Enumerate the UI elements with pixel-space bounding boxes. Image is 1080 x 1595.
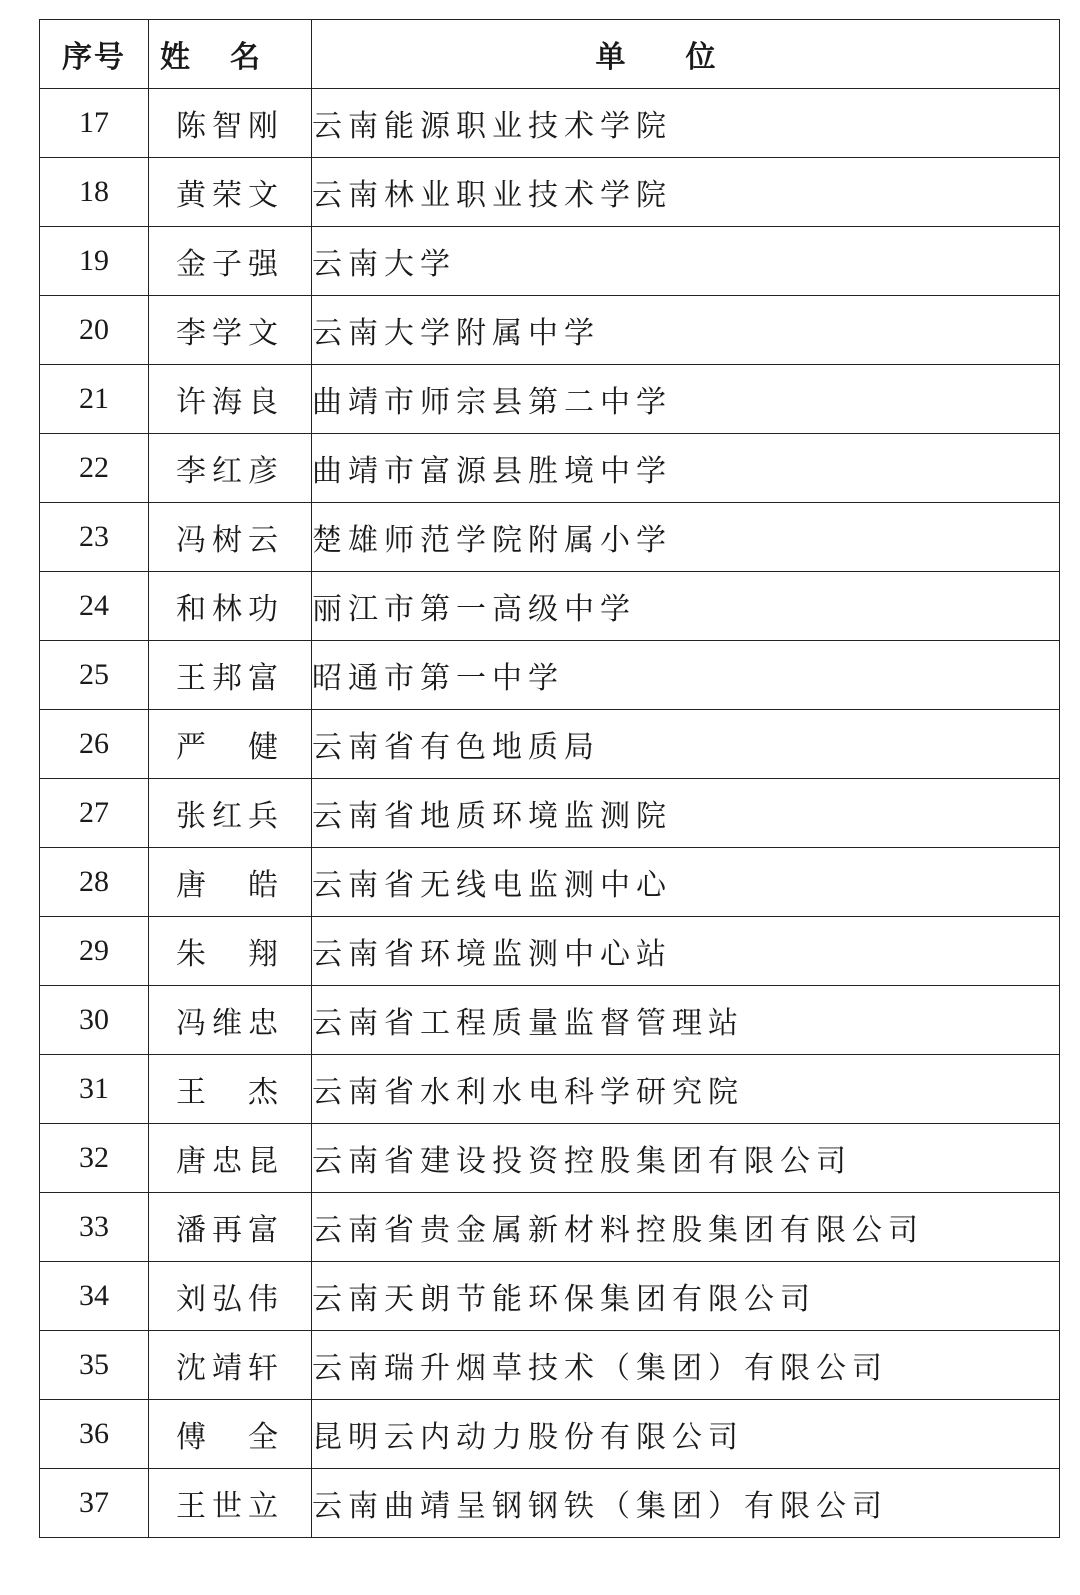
- name-cell: 李红彦: [149, 434, 312, 503]
- unit-cell: 曲靖市富源县胜境中学: [312, 434, 1060, 503]
- seq-cell: 24: [40, 572, 149, 641]
- seq-cell: 29: [40, 917, 149, 986]
- unit-cell: 云南省有色地质局: [312, 710, 1060, 779]
- table-row: [40, 1055, 1060, 1124]
- table-row: [40, 710, 1060, 779]
- name-cell: 王世立: [149, 1469, 312, 1538]
- name-cell: 冯维忠: [149, 986, 312, 1055]
- unit-cell: 昆明云内动力股份有限公司: [312, 1400, 1060, 1469]
- name-cell: 许海良: [149, 365, 312, 434]
- seq-cell: 18: [40, 158, 149, 227]
- name-cell: 朱 翔: [149, 917, 312, 986]
- unit-cell: 云南天朗节能环保集团有限公司: [312, 1262, 1060, 1331]
- name-cell: 王 杰: [149, 1055, 312, 1124]
- header-unit: 单位: [312, 20, 1060, 89]
- table-row: [40, 503, 1060, 572]
- name-cell: 李学文: [149, 296, 312, 365]
- table-row: [40, 641, 1060, 710]
- unit-cell: 云南省无线电监测中心: [312, 848, 1060, 917]
- name-cell: 冯树云: [149, 503, 312, 572]
- unit-cell: 楚雄师范学院附属小学: [312, 503, 1060, 572]
- seq-cell: 27: [40, 779, 149, 848]
- table-row: [40, 1193, 1060, 1262]
- seq-cell: 28: [40, 848, 149, 917]
- seq-cell: 21: [40, 365, 149, 434]
- seq-cell: 22: [40, 434, 149, 503]
- name-cell: 金子强: [149, 227, 312, 296]
- name-cell: 傅 全: [149, 1400, 312, 1469]
- seq-cell: 25: [40, 641, 149, 710]
- unit-cell: 云南大学附属中学: [312, 296, 1060, 365]
- name-cell: 黄荣文: [149, 158, 312, 227]
- seq-cell: 32: [40, 1124, 149, 1193]
- name-cell: 严 健: [149, 710, 312, 779]
- header-seq: 序号: [40, 20, 149, 89]
- table-row: [40, 986, 1060, 1055]
- header-name: 姓名: [149, 20, 312, 89]
- table-row: [40, 1124, 1060, 1193]
- unit-cell: 云南省水利水电科学研究院: [312, 1055, 1060, 1124]
- table-row: [40, 227, 1060, 296]
- seq-cell: 30: [40, 986, 149, 1055]
- unit-cell: 云南省建设投资控股集团有限公司: [312, 1124, 1060, 1193]
- name-cell: 陈智刚: [149, 89, 312, 158]
- seq-cell: 37: [40, 1469, 149, 1538]
- name-cell: 潘再富: [149, 1193, 312, 1262]
- unit-cell: 昭通市第一中学: [312, 641, 1060, 710]
- seq-cell: 26: [40, 710, 149, 779]
- unit-cell: 云南省地质环境监测院: [312, 779, 1060, 848]
- unit-cell: 云南林业职业技术学院: [312, 158, 1060, 227]
- name-cell: 唐忠昆: [149, 1124, 312, 1193]
- name-cell: 唐 皓: [149, 848, 312, 917]
- seq-cell: 20: [40, 296, 149, 365]
- unit-cell: 云南省环境监测中心站: [312, 917, 1060, 986]
- unit-cell: 云南瑞升烟草技术（集团）有限公司: [312, 1331, 1060, 1400]
- unit-cell: 曲靖市师宗县第二中学: [312, 365, 1060, 434]
- seq-cell: 17: [40, 89, 149, 158]
- unit-cell: 云南能源职业技术学院: [312, 89, 1060, 158]
- seq-cell: 23: [40, 503, 149, 572]
- name-cell: 和林功: [149, 572, 312, 641]
- header-row: [40, 20, 1060, 89]
- table-header: [40, 20, 1060, 89]
- table-row: [40, 296, 1060, 365]
- unit-cell: 云南大学: [312, 227, 1060, 296]
- seq-cell: 35: [40, 1331, 149, 1400]
- table-row: [40, 1469, 1060, 1538]
- table-row: [40, 779, 1060, 848]
- table-row: [40, 158, 1060, 227]
- seq-cell: 31: [40, 1055, 149, 1124]
- table-body: [40, 89, 1060, 1538]
- table-row: [40, 1400, 1060, 1469]
- seq-cell: 33: [40, 1193, 149, 1262]
- table-row: [40, 365, 1060, 434]
- table-row: [40, 1331, 1060, 1400]
- table-row: [40, 434, 1060, 503]
- unit-cell: 丽江市第一高级中学: [312, 572, 1060, 641]
- name-cell: 刘弘伟: [149, 1262, 312, 1331]
- seq-cell: 19: [40, 227, 149, 296]
- unit-cell: 云南省贵金属新材料控股集团有限公司: [312, 1193, 1060, 1262]
- table-row: [40, 848, 1060, 917]
- seq-cell: 34: [40, 1262, 149, 1331]
- unit-cell: 云南省工程质量监督管理站: [312, 986, 1060, 1055]
- table-row: [40, 1262, 1060, 1331]
- name-cell: 张红兵: [149, 779, 312, 848]
- name-cell: 沈靖轩: [149, 1331, 312, 1400]
- table-row: [40, 572, 1060, 641]
- roster-table: [39, 19, 1060, 1538]
- unit-cell: 云南曲靖呈钢钢铁（集团）有限公司: [312, 1469, 1060, 1538]
- name-cell: 王邦富: [149, 641, 312, 710]
- seq-cell: 36: [40, 1400, 149, 1469]
- table-row: [40, 917, 1060, 986]
- table-row: [40, 89, 1060, 158]
